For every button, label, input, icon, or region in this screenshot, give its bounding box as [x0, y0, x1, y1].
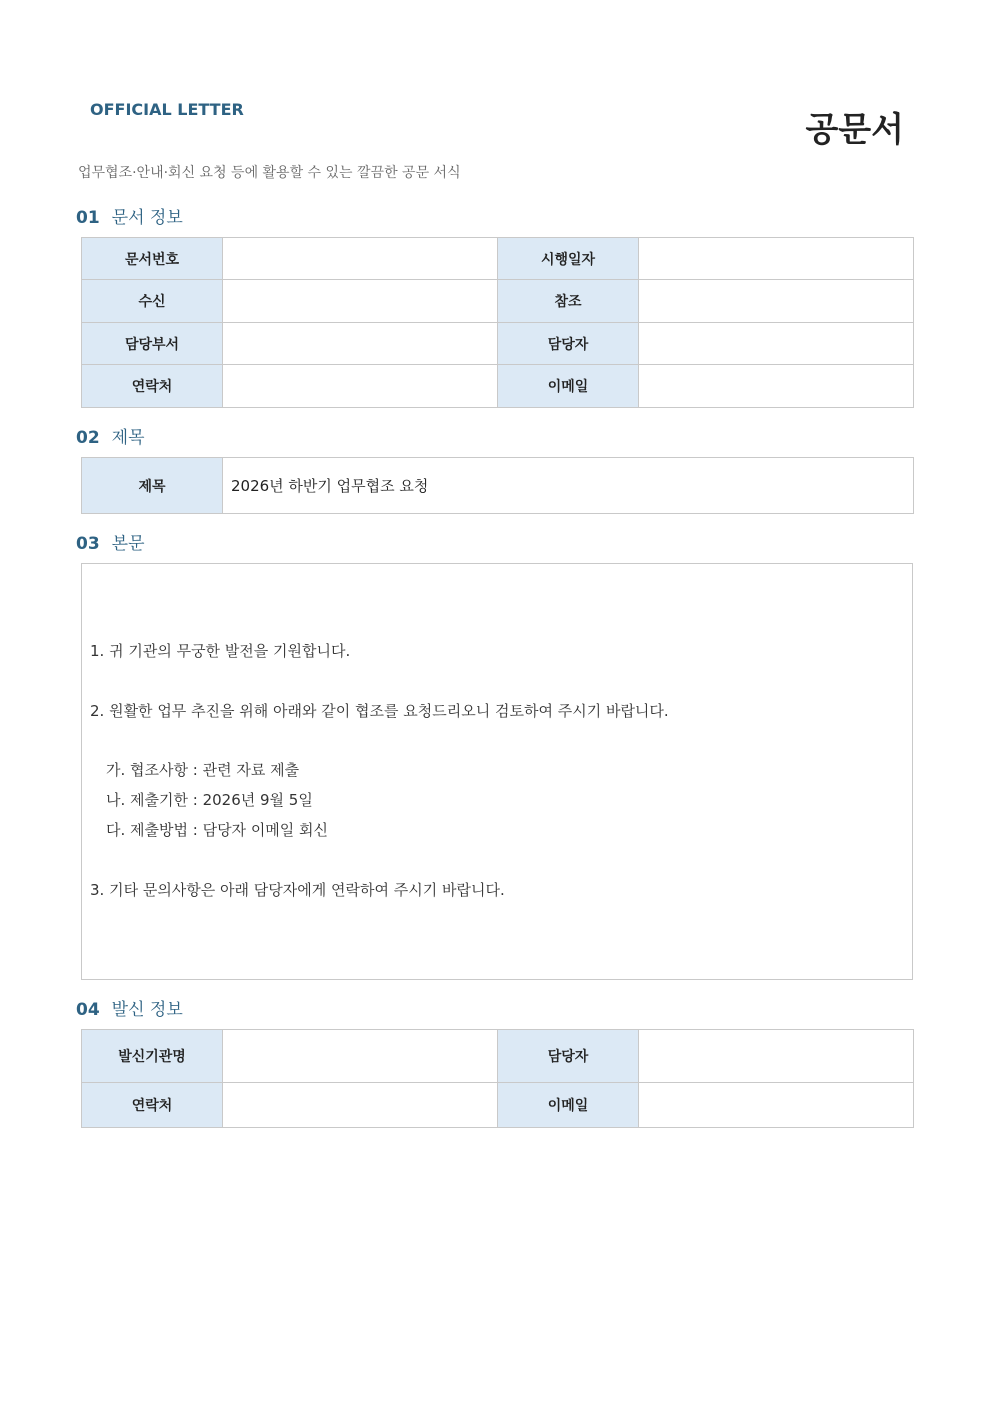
- section-title: 본문: [111, 534, 145, 554]
- section-heading-sender-info: [76, 995, 183, 1020]
- field-label-reference: 참조: [498, 280, 639, 323]
- field-label-department: 담당부서: [82, 323, 223, 365]
- field-value-contact-person[interactable]: [639, 323, 914, 365]
- document-subtitle: 업무협조·안내·회신 요청 등에 활용할 수 있는 깔끔한 공문 서식: [78, 165, 461, 181]
- section-title: 발신 정보: [111, 1000, 183, 1020]
- field-value-phone[interactable]: [223, 365, 498, 408]
- document-title: 공문서: [805, 110, 904, 150]
- field-label-phone: 연락처: [82, 365, 223, 408]
- field-value-sender-org[interactable]: [223, 1030, 498, 1083]
- section-heading-body: [76, 529, 145, 554]
- field-value-email[interactable]: [639, 365, 914, 408]
- section-number: 03: [76, 534, 100, 554]
- subject-table: [81, 457, 914, 514]
- field-label-sender-person: 담당자: [498, 1030, 639, 1083]
- field-value-reference[interactable]: [639, 280, 914, 323]
- section-number: 04: [76, 1000, 100, 1020]
- table-row: [82, 458, 914, 514]
- body-list-item: 다. 제출방법 : 담당자 이메일 회신: [106, 821, 329, 839]
- field-label-contact-person: 담당자: [498, 323, 639, 365]
- table-row: [82, 238, 914, 280]
- field-value-sender-person[interactable]: [639, 1030, 914, 1083]
- field-value-recipient[interactable]: [223, 280, 498, 323]
- field-label-issue-date: 시행일자: [498, 238, 639, 280]
- section-title: 제목: [111, 428, 145, 448]
- body-text-area[interactable]: [81, 563, 913, 980]
- field-label-subject: 제목: [82, 458, 223, 514]
- field-label-recipient: 수신: [82, 280, 223, 323]
- body-paragraph: 1. 귀 기관의 무궁한 발전을 기원합니다.: [90, 642, 351, 660]
- section-number: 02: [76, 428, 100, 448]
- field-label-doc-number: 문서번호: [82, 238, 223, 280]
- table-row: [82, 323, 914, 365]
- section-heading-document-info: [76, 203, 183, 228]
- field-value-doc-number[interactable]: [223, 238, 498, 280]
- body-list-item: 나. 제출기한 : 2026년 9월 5일: [106, 791, 313, 809]
- table-row: [82, 365, 914, 408]
- section-heading-subject: [76, 423, 145, 448]
- field-value-department[interactable]: [223, 323, 498, 365]
- sender-info-table: [81, 1029, 914, 1128]
- section-number: 01: [76, 208, 100, 228]
- document-info-table: [81, 237, 914, 408]
- body-paragraph: 3. 기타 문의사항은 아래 담당자에게 연락하여 주시기 바랍니다.: [90, 881, 505, 899]
- field-label-sender-email: 이메일: [498, 1083, 639, 1128]
- field-label-email: 이메일: [498, 365, 639, 408]
- field-value-subject[interactable]: 2026년 하반기 업무협조 요청: [223, 458, 914, 514]
- table-row: [82, 1030, 914, 1083]
- field-value-sender-email[interactable]: [639, 1083, 914, 1128]
- document-eyebrow: OFFICIAL LETTER: [90, 100, 244, 119]
- field-label-sender-org: 발신기관명: [82, 1030, 223, 1083]
- field-value-issue-date[interactable]: [639, 238, 914, 280]
- body-list-item: 가. 협조사항 : 관련 자료 제출: [106, 761, 300, 779]
- table-row: [82, 280, 914, 323]
- table-row: [82, 1083, 914, 1128]
- body-paragraph: 2. 원활한 업무 추진을 위해 아래와 같이 협조를 요청드리오니 검토하여 주시기 바랍니다.: [90, 702, 669, 720]
- section-title: 문서 정보: [111, 208, 183, 228]
- field-label-sender-phone: 연락처: [82, 1083, 223, 1128]
- field-value-sender-phone[interactable]: [223, 1083, 498, 1128]
